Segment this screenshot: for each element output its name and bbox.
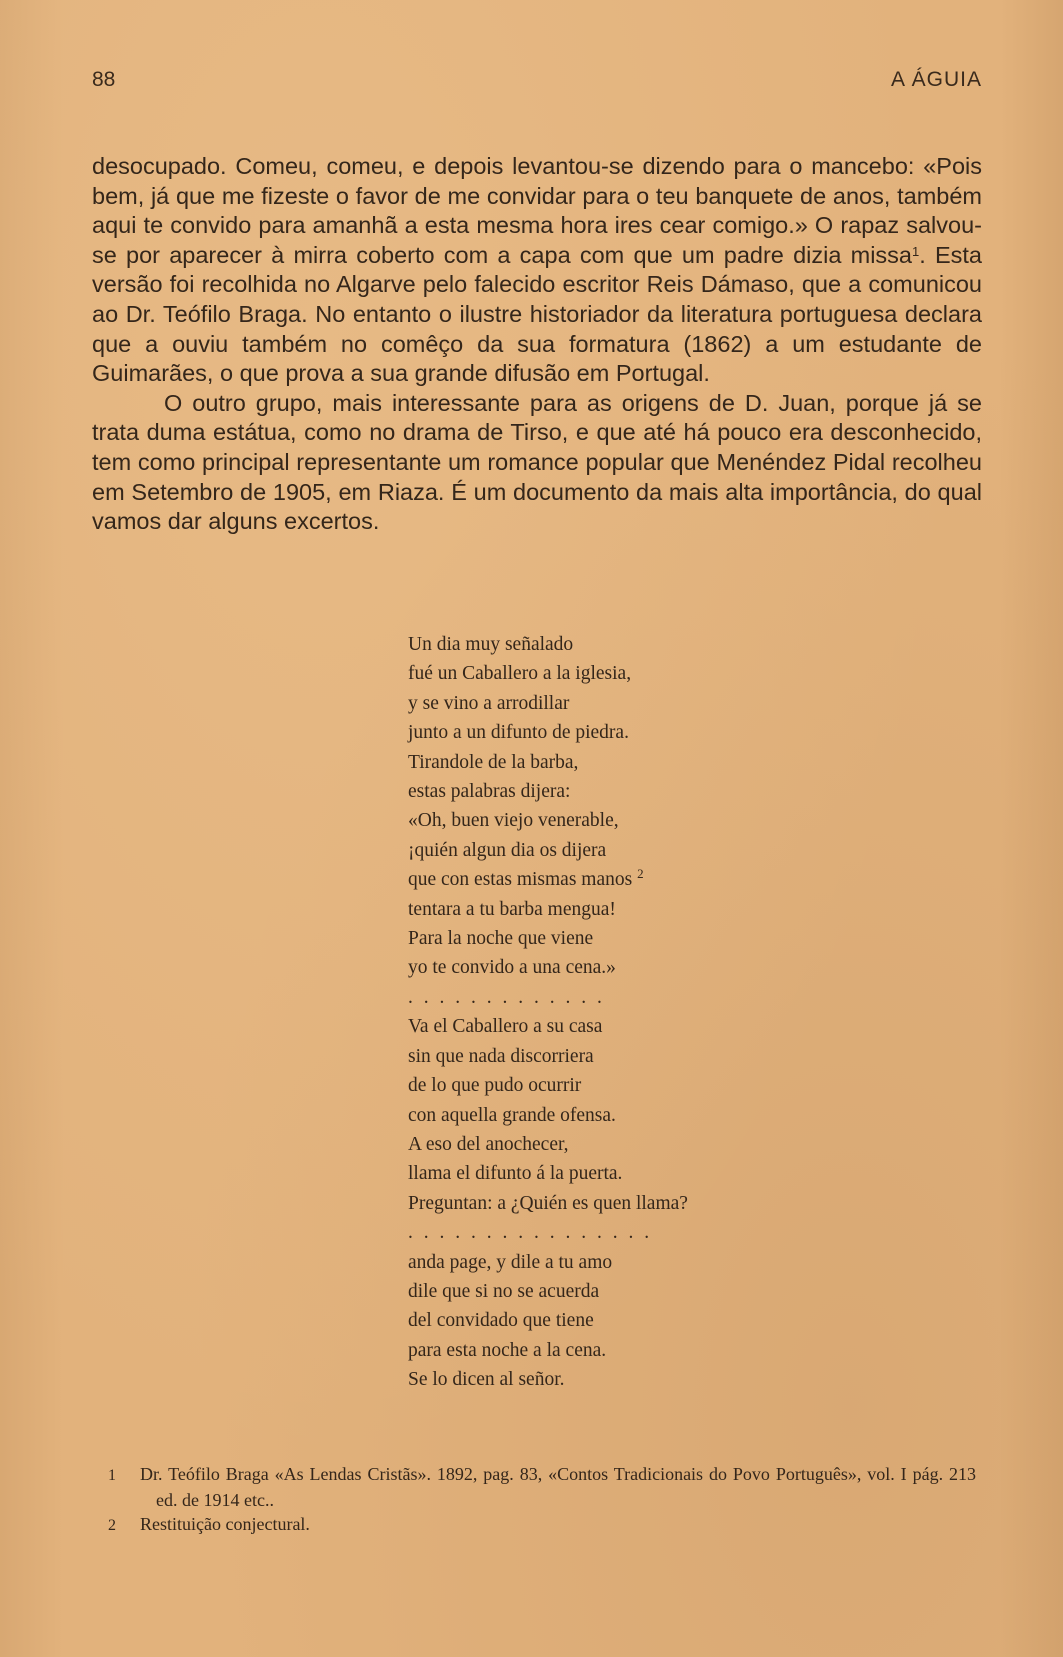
poem-line: sin que nada discorriera: [408, 1045, 594, 1067]
poem-line: de lo que pudo ocurrir: [408, 1075, 582, 1097]
paragraph-1: [92, 152, 982, 389]
poem-line: llama el difunto á la puerta.: [408, 1163, 623, 1185]
footnote-2-text: Restituição conjectural.: [140, 1514, 310, 1534]
poem-line: dile que si no se acuerda: [408, 1280, 600, 1302]
running-head: [92, 68, 982, 98]
poem-line-with-ref: [408, 865, 828, 894]
poem-line: del convidado que tiene: [408, 1310, 594, 1332]
paragraph-1-part-1: desocupado. Comeu, comeu, e depois levantou-se dizendo para o mancebo: «Pois bem, já que me fizeste o favor de me convidar para o teu banquete de anos, também aqui te convido para amanhã a esta mesma hora ires cear comigo.» O rapaz salvou-se por aparecer à mirra coberto com a capa com que um padre dizia missa: [92, 153, 982, 268]
poem-line: Un dia muy señalado: [408, 634, 574, 655]
poem-line: A eso del anochecer,: [408, 1133, 569, 1155]
poem-line: tentara a tu barba mengua!: [408, 898, 616, 920]
poem-stanza-1: [408, 630, 828, 983]
poem-line: «Oh, buen viejo venerable,: [408, 810, 619, 832]
poem-stanza-2: [408, 1012, 828, 1218]
footnotes: [86, 1462, 976, 1538]
romance-poem: [408, 630, 828, 1395]
poem-line: para esta noche a la cena.: [408, 1339, 607, 1361]
journal-title: A ÁGUIA: [890, 68, 982, 91]
ellipsis-row-2: . . . . . . . . . . . . . . . .: [408, 1222, 653, 1244]
poem-line: junto a un difunto de piedra.: [408, 722, 629, 744]
footnote-2: [86, 1512, 976, 1538]
body-text: [92, 152, 982, 537]
footnote-1-mark: 1: [108, 1467, 116, 1484]
page-number: 88: [92, 68, 116, 91]
ellipsis-row-1: . . . . . . . . . . . . .: [408, 986, 605, 1008]
footnote-ref-2[interactable]: 2: [637, 866, 644, 882]
poem-line: y se vino a arrodillar: [408, 692, 570, 714]
poem-line-text: que con estas mismas manos: [408, 869, 633, 891]
poem-line: ¡quién algun dia os dijera: [408, 839, 607, 861]
poem-line: Se lo dicen al señor.: [408, 1369, 565, 1391]
poem-line: yo te convido a una cena.»: [408, 957, 616, 979]
footnote-1: [86, 1462, 976, 1512]
paragraph-1-part-2: . Esta versão foi recolhida no Algarve pelo falecido escritor Reis Dámaso, que a comunicou ao Dr. Teófilo Braga. No entanto o ilustre historiador da literatura portuguesa declara que a ouviu também no comêço da sua formatura (1862) a um estudante de Guimarães, o que prova a sua grande difusão em Portugal.: [92, 241, 982, 387]
poem-line: estas palabras dijera:: [408, 781, 571, 803]
footnote-1-text: Dr. Teófilo Braga «As Lendas Cristãs». 1892, pag. 83, «Contos Tradicionais do Povo Português», vol. I pág. 213 ed. de 1914 etc..: [140, 1464, 976, 1510]
poem-line: anda page, y dile a tu amo: [408, 1251, 613, 1273]
paragraph-2: O outro grupo, mais interessante para as origens de D. Juan, porque já se trata duma estátua, como no drama de Tirso, e que até há pouco era desconhecido, tem como principal representante um romance popular que Menéndez Pidal recolheu em Setembro de 1905, em Riaza. É um documento da mais alta importância, do qual vamos dar alguns excertos.: [92, 389, 982, 535]
poem-line: Va el Caballero a su casa: [408, 1016, 603, 1038]
footnote-2-mark: 2: [108, 1517, 116, 1534]
poem-line: con aquella grande ofensa.: [408, 1104, 616, 1126]
poem-line: Para la noche que viene: [408, 928, 594, 950]
poem-line: fué un Caballero a la iglesia,: [408, 663, 632, 685]
poem-line: Tirandole de la barba,: [408, 751, 579, 773]
footnote-ref-1[interactable]: 1: [911, 243, 920, 259]
poem-stanza-3: [408, 1248, 828, 1395]
poem-line: Preguntan: a ¿Quién es quen llama?: [408, 1192, 688, 1214]
